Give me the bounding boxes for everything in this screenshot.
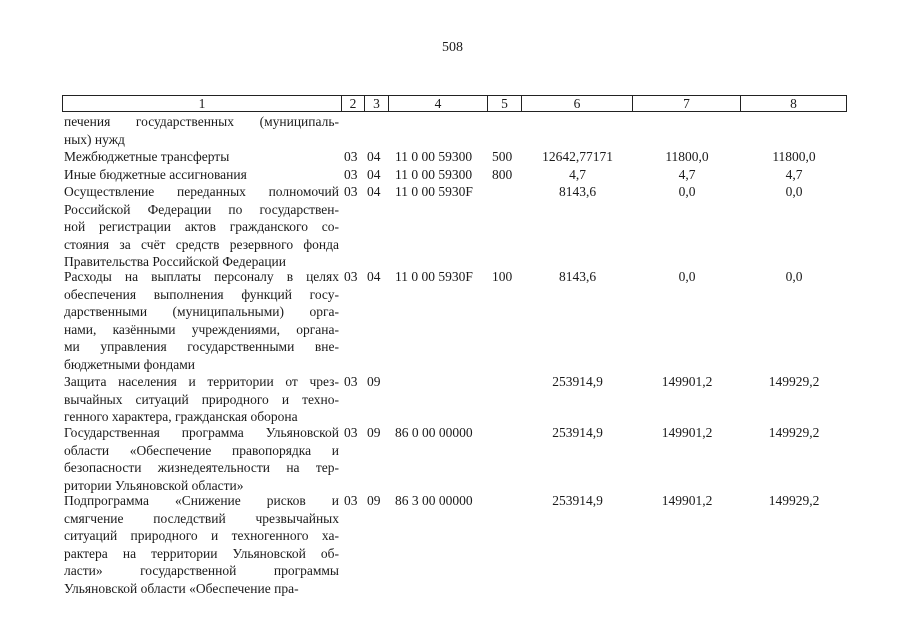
row-name-line: безопасности жизнедеятельности на тер- <box>64 460 339 475</box>
cell-target-article: 11 0 00 59300 <box>395 149 473 164</box>
header-col-1: 1 <box>62 95 342 112</box>
row-name-line: Правительства Российской Федерации <box>64 254 286 269</box>
row-name-line: Российской Федерации по государствен- <box>64 201 339 217</box>
cell-amount-col7: 0,0 <box>678 184 696 199</box>
row-name-line: Ульяновской области «Обеспечение пра- <box>64 580 299 596</box>
cell-amount-col8: 4,7 <box>785 167 803 182</box>
cell-target-article: 11 0 00 59300 <box>395 167 473 182</box>
cell-amount-col8: 11800,0 <box>772 149 816 164</box>
row-name-line: Иные бюджетные ассигнования <box>64 167 247 182</box>
row-name-line: ситуаций природного и техногенного ха- <box>64 528 339 543</box>
row-name <box>64 424 339 494</box>
row-name-line: генного характера, гражданская оборона <box>64 409 298 424</box>
row-name-line: ных) нужд <box>64 131 125 147</box>
cell-section: 03 <box>344 493 358 508</box>
cell-amount-col6: 8143,6 <box>558 184 597 199</box>
row-name-line: ласти» государственной программы <box>64 563 339 578</box>
cell-subsection: 09 <box>367 493 381 508</box>
cell-amount-col6: 12642,77171 <box>542 149 613 164</box>
row-name-line: вычайных ситуаций природного и техно- <box>64 391 339 407</box>
header-col-4: 4 <box>389 95 488 112</box>
row-name-line: ми управления государственными вне- <box>64 339 339 354</box>
cell-amount-col8: 149929,2 <box>768 374 820 389</box>
cell-section: 03 <box>344 149 358 164</box>
cell-subsection: 04 <box>367 167 381 182</box>
cell-section: 03 <box>344 374 358 389</box>
cell-subsection: 09 <box>367 374 381 389</box>
cell-subsection: 04 <box>367 269 381 284</box>
row-name <box>64 166 339 184</box>
cell-section: 03 <box>344 167 358 182</box>
row-name-line: печения государственных (муниципаль- <box>64 114 339 129</box>
header-col-7: 7 <box>633 95 741 112</box>
cell-expense-type: 500 <box>492 149 513 164</box>
page-number: 508 <box>442 40 463 55</box>
cell-amount-col7: 149901,2 <box>661 374 713 389</box>
cell-subsection: 04 <box>367 184 381 199</box>
header-col-3: 3 <box>365 95 389 112</box>
header-col-2: 2 <box>342 95 365 112</box>
row-name-line: Подпрограмма «Снижение рисков и <box>64 493 339 508</box>
row-name-line: обеспечения выполнения функций госу- <box>64 286 339 302</box>
row-name-line: Осуществление переданных полномочий <box>64 184 339 199</box>
cell-target-article: 11 0 00 5930F <box>395 184 473 199</box>
cell-expense-type: 800 <box>492 167 513 182</box>
header-col-5: 5 <box>488 95 522 112</box>
cell-amount-col7: 11800,0 <box>665 149 709 164</box>
cell-amount-col7: 4,7 <box>678 167 696 182</box>
cell-amount-col6: 4,7 <box>569 167 586 182</box>
row-name-line: рактера на территории Ульяновской об- <box>64 545 339 561</box>
row-name-line: области «Обеспечение правопорядка и <box>64 442 339 458</box>
row-name-line: Защита населения и территории от чрез- <box>64 374 339 389</box>
row-name-line: Расходы на выплаты персоналу в целях <box>64 269 339 284</box>
cell-target-article: 11 0 00 5930F <box>395 269 473 284</box>
cell-section: 03 <box>344 269 358 284</box>
row-name <box>64 373 339 426</box>
row-name-line: нами, казёнными учреждениями, органа- <box>64 321 339 337</box>
row-name <box>64 492 339 597</box>
cell-amount-col8: 149929,2 <box>768 425 820 440</box>
row-name <box>64 113 339 148</box>
row-name-line: Межбюджетные трансферты <box>64 149 230 164</box>
cell-amount-col6: 253914,9 <box>552 425 603 440</box>
cell-amount-col7: 149901,2 <box>661 493 713 508</box>
cell-subsection: 04 <box>367 149 381 164</box>
cell-amount-col8: 0,0 <box>785 184 803 199</box>
row-name-line: Государственная программа Ульяновской <box>64 425 339 440</box>
row-name-line: ной регистрации актов гражданского со- <box>64 219 339 234</box>
cell-target-article: 86 3 00 00000 <box>395 493 473 508</box>
cell-subsection: 09 <box>367 425 381 440</box>
header-col-6: 6 <box>522 95 633 112</box>
cell-amount-col7: 149901,2 <box>661 425 713 440</box>
cell-amount-col6: 253914,9 <box>552 493 603 508</box>
cell-amount-col6: 253914,9 <box>552 374 603 389</box>
row-name <box>64 268 339 373</box>
cell-amount-col8: 0,0 <box>785 269 803 284</box>
cell-section: 03 <box>344 184 358 199</box>
cell-section: 03 <box>344 425 358 440</box>
cell-target-article: 86 0 00 00000 <box>395 425 473 440</box>
row-name-line: стояния за счёт средств резервного фонда <box>64 236 339 252</box>
row-name-line: бюджетными фондами <box>64 356 195 372</box>
row-name <box>64 148 339 166</box>
cell-amount-col8: 149929,2 <box>768 493 820 508</box>
cell-amount-col6: 8143,6 <box>558 269 597 284</box>
cell-expense-type: 100 <box>492 269 513 284</box>
row-name <box>64 183 339 271</box>
cell-amount-col7: 0,0 <box>678 269 696 284</box>
row-name-line: ритории Ульяновской области» <box>64 477 244 493</box>
header-col-8: 8 <box>741 95 847 112</box>
row-name-line: смягчение последствий чрезвычайных <box>64 510 339 526</box>
row-name-line: дарственными (муниципальными) орга- <box>64 304 339 319</box>
